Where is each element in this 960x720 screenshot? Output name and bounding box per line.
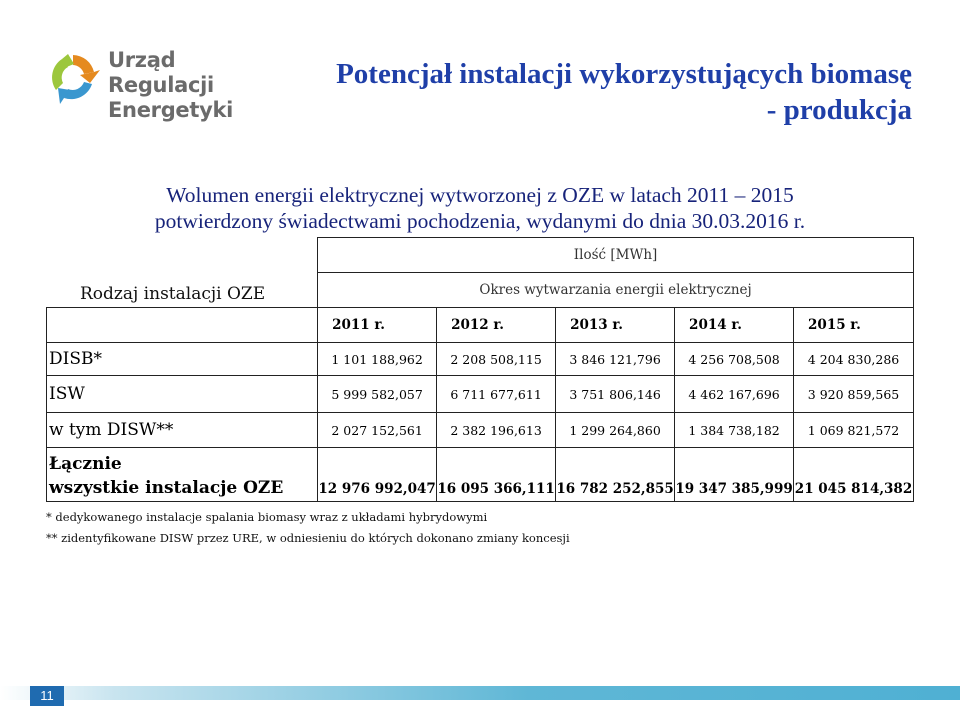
- slide-title-line-1: Potencjał instalacji wykorzystujących biomasę: [336, 58, 912, 90]
- rodzaj-header: Rodzaj instalacji OZE: [80, 284, 266, 304]
- footer-band: [0, 686, 960, 700]
- table-cell: 2 382 196,613: [437, 413, 556, 448]
- slide-title-line-2: - produkcja: [766, 94, 912, 126]
- footnote-1: * dedykowanego instalacje spalania biomasy wraz z układami hybrydowymi: [46, 510, 488, 524]
- row-label: w tym DISW**: [47, 413, 318, 448]
- table-cell: 3 751 806,146: [556, 376, 675, 413]
- table-cell: 4 256 708,508: [675, 343, 794, 376]
- table-cell: 1 299 264,860: [556, 413, 675, 448]
- footnote-2: ** zidentyfikowane DISW przez URE, w odniesieniu do których dokonano zmiany koncesji: [46, 531, 570, 545]
- table-subtitle: [100, 182, 860, 234]
- total-cell: 16 782 252,855: [556, 448, 675, 502]
- total-cell: 21 045 814,382: [794, 448, 914, 502]
- table-row: [47, 376, 914, 413]
- table-cell: 2 208 508,115: [437, 343, 556, 376]
- table-cell: 3 920 859,565: [794, 376, 914, 413]
- subtitle-line-1: Wolumen energii elektrycznej wytworzonej z OZE w latach 2011 – 2015: [166, 183, 794, 207]
- total-cell: 12 976 992,047: [318, 448, 437, 502]
- total-cell: 19 347 385,999: [675, 448, 794, 502]
- year-header: 2015 r.: [794, 308, 914, 343]
- header-row-ilosc: [47, 238, 914, 273]
- page-number: 11: [30, 686, 64, 706]
- year-header: 2014 r.: [675, 308, 794, 343]
- table-cell: 3 846 121,796: [556, 343, 675, 376]
- subtitle-line-2: potwierdzony świadectwami pochodzenia, wydanymi do dnia 30.03.2016 r.: [154, 209, 806, 233]
- logo-text: [108, 48, 278, 123]
- table-cell: 5 999 582,057: [318, 376, 437, 413]
- total-label-line-1: Łącznie: [49, 453, 122, 474]
- total-cell: 16 095 366,111: [437, 448, 556, 502]
- total-label-line-2: wszystkie instalacje OZE: [49, 477, 284, 498]
- ilosc-header: Ilość [MWh]: [318, 238, 914, 273]
- logo-line-1: Urząd Regulacji: [108, 48, 214, 97]
- header-row-okres: [47, 273, 914, 308]
- year-header: 2011 r.: [318, 308, 437, 343]
- okres-header: Okres wytwarzania energii elektrycznej: [318, 273, 914, 308]
- year-header: 2012 r.: [437, 308, 556, 343]
- total-row-label: [47, 448, 318, 502]
- year-label-cell: [47, 308, 318, 343]
- table-row: [47, 343, 914, 376]
- row-label: ISW: [47, 376, 318, 413]
- table-cell: 1 384 738,182: [675, 413, 794, 448]
- table-cell: 1 069 821,572: [794, 413, 914, 448]
- row-label: DISB*: [47, 343, 318, 376]
- header-row-years: [47, 308, 914, 343]
- table-cell: 2 027 152,561: [318, 413, 437, 448]
- ure-logo-icon: [46, 50, 100, 104]
- ure-logo: [46, 48, 278, 122]
- table-cell: 4 204 830,286: [794, 343, 914, 376]
- logo-line-2: Energetyki: [108, 98, 234, 122]
- total-row: [47, 448, 914, 502]
- table-cell: 1 101 188,962: [318, 343, 437, 376]
- year-header: 2013 r.: [556, 308, 675, 343]
- table-cell: 6 711 677,611: [437, 376, 556, 413]
- data-table: [46, 237, 914, 502]
- slide-title: [272, 56, 912, 128]
- table-row: [47, 413, 914, 448]
- table-cell: 4 462 167,696: [675, 376, 794, 413]
